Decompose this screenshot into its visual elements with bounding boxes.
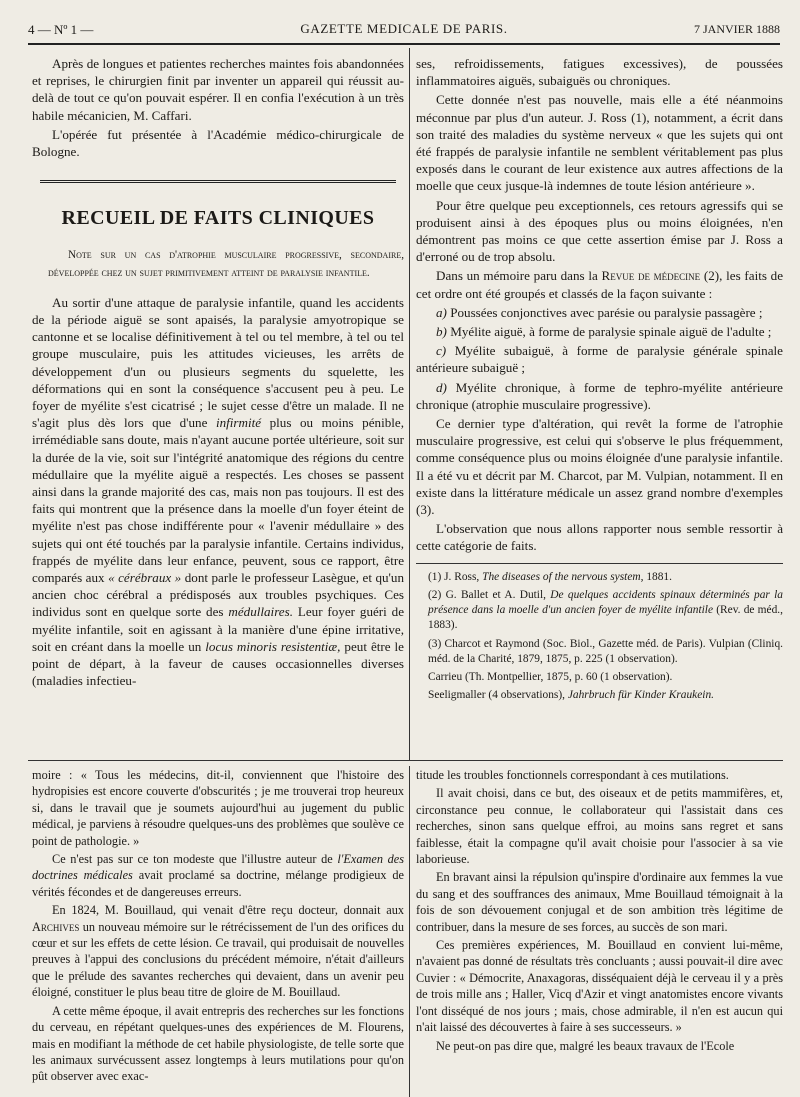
list-item: b) Myélite aiguë, à forme de paralysie spinale aiguë de l'adulte ;: [436, 324, 772, 340]
paragraph: Dans un mémoire paru dans la Revue de médecine (2), les faits de cet ordre ont été groupés et classés de la façon suivante :: [416, 268, 784, 301]
paragraph: Après de longues et patientes recherches maintes fois abandonnées et reprises, le chirurgien finit par inventer un appareil qui réussit au-delà de tout ce qu'on pouvait espérer. Il en confia l'exécution à un très habile mécanicien, M. Caffari.: [32, 56, 404, 123]
paragraph: Ce dernier type d'altération, qui revêt la forme de l'atrophie musculaire progressive, est celui qui s'observe le plus fréquemment, comme conséquence plus ou moins éloignée d'une paralysie infantile. Il a été vu et décrit par M. Charcot, par M. Vulpian, notamment. Il en existe dans la littérature médicale un assez grand nombre d'exemples (3).: [416, 416, 783, 518]
footnote: Carrieu (Th. Montpellier, 1875, p. 60 (1 observation).: [428, 670, 673, 683]
paragraph: Ne peut-on pas dire que, malgré les beaux travaux de l'Ecole: [436, 1038, 735, 1053]
feuilleton-rule: [28, 760, 783, 761]
journal-title: GAZETTE MEDICALE DE PARIS.: [300, 21, 508, 36]
column-divider-bottom: [409, 766, 410, 1097]
paragraph: A cette même époque, il avait entrepris des recherches sur les fonctions du cerveau, en répétant quelques-unes des expériences de M. Flourens, mais en modifiant la méthode de cet habile physiologiste, de telle sorte que les animaux survécussent assez longtemps à leurs mutilations pour qu'on pût observer avec exac-: [32, 1003, 404, 1084]
paragraph: En bravant ainsi la répulsion qu'inspire d'ordinaire aux femmes la vue du sang et des souffrances des animaux, Mme Bouillaud témoignait à la fois de son dévouement conjugal et de son ambition très légitime de contribuer, dans la mesure de ses forces, au succès de son mari.: [416, 870, 783, 934]
list-item: c) Myélite subaiguë, à forme de paralysie générale spinale antérieure subaiguë ;: [416, 343, 783, 376]
paragraph: Il avait choisi, dans ce but, des oiseaux et de petits mammifères, et, circonstance peu connue, le collaborateur qui l'assistait dans ces recherches, sinon sans quelque effroi, au moins sans regret et sans faiblesse, était la compagne qu'il avait choisie pour l'associer à sa vie laborieuse.: [416, 786, 783, 867]
paragraph: ses, refroidissements, fatigues excessives), de poussées inflammatoires aiguës, subaiguës ou chroniques.: [416, 56, 783, 89]
footnote: Seeligmaller (4 observations), Jahrbruch für Kinder Kraukein.: [428, 689, 714, 702]
paragraph: Au sortir d'une attaque de paralysie infantile, quand les accidents de la période aiguë se sont apaisés, la paralysie amyotropique se cantonne et se localise définitivement à tel ou tel membre, à tel ou tel groupe musculaire, puis les attitudes vicieuses, les arrêts de développement d'un ou plusieurs segments du squelette, les déformations qui en sont la conséquence s'accusent peu à peu. Le foyer de myélite s'est cicatrisé ; le sujet cesse d'être un malade. Il ne s'agit plus dès lors que d'une infirmité plus ou moins pénible, irrémédiable sans doute, mais n'ayant aucune portée ultérieure, soit sur la durée de la vie, soit sur l'intégrité anatomique des régions du centre médullaire que la myélite aiguë a respectés. Les choses se passent ainsi dans la grande majorité des cas, mais non pas toujours. Il est des faits qui montrent que la présence dans la moelle d'un foyer éteint de myélite n'est pas chose indifférente pour « l'avenir médullaire » des sujets qui ont été touchés par la paralysie infantile. Certains individus, frappés de myélite dans leur enfance, peuvent, sous ce rapport, être comparés aux « cérébraux » dont parle le professeur Lasègue, et qu'un ancien choc cérébral a prédisposés aux troubles psychiques. Ces individus sont en quelque sorte des médullaires. Leur foyer guéri de myélite infantile, soit en agissant à la manière d'une épine irritative, soit en créant dans la moelle un locus minoris resistentiæ, peut être le point de départ, à la faveur de causes occasionnelles diverses (maladies infectieu-: [32, 294, 405, 689]
paragraph: moire : « Tous les médecins, dit-il, conviennent que l'histoire des hydropisies est encore couverte d'obscurités ; je me trouverai trop heureux si, dans le travail que je soumets aujourd'hui au jugement du public médical, je parviens à résoudre quelques-uns des problèmes que soulève ce point de pathologie. »: [32, 768, 404, 848]
section-title: RECUEIL DE FAITS CLINIQUES: [61, 207, 375, 230]
top-left-column: [32, 55, 404, 690]
paragraph: En 1824, M. Bouillaud, qui venait d'être reçu docteur, donnait aux Archives un nouveau mémoire sur le rétrécissement de l'un des orifices du cœur et sur les effets de cette lésion. Ce travail, qui produisait de nouvelles preuves à l'appui des conclusions du précédent mémoire, n'était d'ailleurs que le prélude des savantes recherches qui devaient, dans un avenir peu éloigné, constituer le plus beau titre de gloire de M. Bouillaud.: [32, 903, 404, 1000]
issue-date: 7 JANVIER 1888: [694, 22, 780, 36]
paragraph: Cette donnée n'est pas nouvelle, mais elle a été néanmoins méconnue par plus d'un auteur. J. Ross (1), notamment, a écrit dans son traité des maladies du système nerveux « que les sujets qui ont été frappés de paralysie infantile ne semblent véritablement pas plus exposés dans le courant de leur existence aux autres affections de la moelle que ceux jusque-là indemnes de toute lésion antérieure ».: [416, 92, 783, 194]
list-item: d) Myélite chronique, à forme de tephro-myélite antérieure chronique (atrophie musculaire progressive).: [416, 379, 783, 412]
footnote: (1) J. Ross, The diseases of the nervous system, 1881.: [428, 570, 672, 583]
paragraph: titude les troubles fonctionnels correspondant à ces mutilations.: [416, 768, 729, 782]
bottom-left-column: [32, 767, 404, 1085]
paragraph: L'opérée fut présentée à l'Académie médico-chirurgicale de Bologne.: [32, 126, 404, 160]
page-header: [28, 20, 780, 42]
paragraph: Pour être quelque peu exceptionnels, ces retours agressifs qui se produisent ainsi à des époques plus ou moins éloignées, n'en démontrent pas moins ce que cette assertion émise par J. Ross a d'erroné ou de trop absolu.: [416, 197, 783, 265]
top-right-column: [416, 55, 783, 703]
page-number: 4 — Nº 1 —: [28, 22, 94, 37]
footnote-rule: [416, 563, 783, 564]
column-divider-top: [409, 48, 410, 760]
header-rule: [28, 43, 780, 45]
note-heading: Note sur un cas d'atrophie musculaire progressive, secondaire, développée chez un sujet primitivement atteint de paralysie infantile.: [48, 249, 404, 279]
section-rule: [40, 180, 396, 183]
footnote: (3) Charcot et Raymond (Soc. Biol., Gazette méd. de Paris). Vulpian (Cliniq. méd. de la Charité, 1879, 1875, p. 225 (1 observation).: [428, 637, 783, 665]
paragraph: L'observation que nous allons rapporter nous semble ressortir à cette catégorie de faits.: [416, 521, 783, 554]
paragraph: Ces premières expériences, M. Bouillaud en convient lui-même, n'avaient pas donné de résultats très concluants ; aussi pouvait-il dire avec Cuvier : « Démocrite, Anaxagoras, disséquaient déjà le cerveau il y a près de trois mille ans ; Haller, Vicq d'Azir et vingt anatomistes encore vivants l'ont disséqué de nos jours ; mais, chose admirable, il n'en est aucun qui n'ait laissé des découvertes à faire à ses successeurs. »: [416, 938, 783, 1035]
list-item: a) Poussées conjonctives avec parésie ou paralysie passagère ;: [436, 304, 763, 320]
bottom-right-column: [416, 767, 783, 1054]
footnote: (2) G. Ballet et A. Dutil, De quelques accidents spinaux déterminés par la présence dans la moelle d'un ancien foyer de myélite infantile (Rev. de méd., 1883).: [428, 588, 783, 632]
paragraph: Ce n'est pas sur ce ton modeste que l'illustre auteur de l'Examen des doctrines médicales avait proclamé sa doctrine, mélange prodigieux de vérités fécondes et de dangereuses erreurs.: [32, 852, 405, 899]
